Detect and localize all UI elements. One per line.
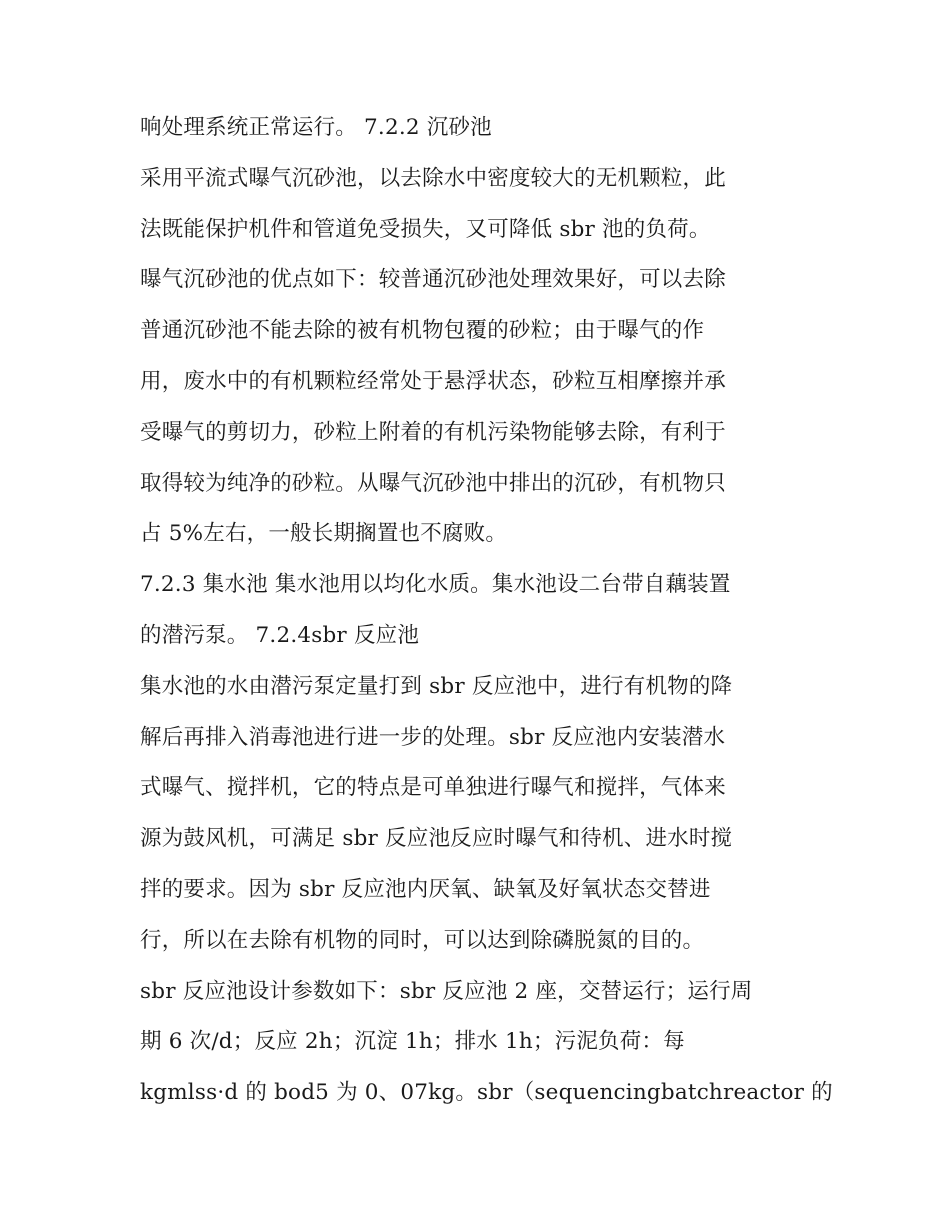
- text-line-14: 式曝气、搅拌机，它的特点是可单独进行曝气和搅拌，气体来: [140, 775, 726, 801]
- document-body: [140, 103, 833, 1119]
- text-line-15: 源为鼓风机，可满足 sbr 反应池反应时曝气和待机、进水时搅: [140, 826, 733, 852]
- text-line-10: 7.2.3 集水池 集水池用以均化水质。集水池设二台带自藕装置: [140, 572, 731, 598]
- text-line-5: 普通沉砂池不能去除的被有机物包覆的砂粒；由于曝气的作: [140, 318, 705, 344]
- text-line-20: kgmlss·d 的 bod5 为 0、07kg。sbr（sequencingbatchreactor 的: [140, 1080, 833, 1106]
- text-line-16: 拌的要求。因为 sbr 反应池内厌氧、缺氧及好氧状态交替进: [140, 876, 711, 902]
- text-line-9: 占 5%左右，一般长期搁置也不腐败。: [140, 521, 508, 547]
- text-line-6: 用，废水中的有机颗粒经常处于悬浮状态，砂粒互相摩擦并承: [140, 368, 726, 394]
- text-line-12: 集水池的水由潜污泵定量打到 sbr 反应池中，进行有机物的降: [140, 673, 733, 699]
- text-line-1: 响处理系统正常运行。 7.2.2 沉砂池: [140, 115, 492, 140]
- text-line-4: 曝气沉砂池的优点如下：较普通沉砂池处理效果好，可以去除: [140, 267, 726, 293]
- text-line-19: 期 6 次/d；反应 2h；沉淀 1h；排水 1h；污泥负荷：每: [140, 1029, 685, 1055]
- text-line-8: 取得较为纯净的砂粒。从曝气沉砂池中排出的沉砂，有机物只: [140, 470, 726, 496]
- text-line-13: 解后再排入消毒池进行进一步的处理。sbr 反应池内安装潜水: [140, 724, 726, 750]
- text-line-7: 受曝气的剪切力，砂粒上附着的有机污染物能够去除，有利于: [140, 419, 726, 445]
- text-line-2: 采用平流式曝气沉砂池，以去除水中密度较大的无机颗粒，此: [140, 165, 726, 191]
- text-line-11: 的潜污泵。 7.2.4sbr 反应池: [140, 622, 420, 648]
- text-line-3: 法既能保护机件和管道免受损失，又可降低 sbr 池的负荷。: [140, 216, 711, 242]
- text-line-18: sbr 反应池设计参数如下：sbr 反应池 2 座，交替运行；运行周: [140, 978, 753, 1004]
- text-line-17: 行，所以在去除有机物的同时，可以达到除磷脱氮的目的。: [140, 927, 705, 953]
